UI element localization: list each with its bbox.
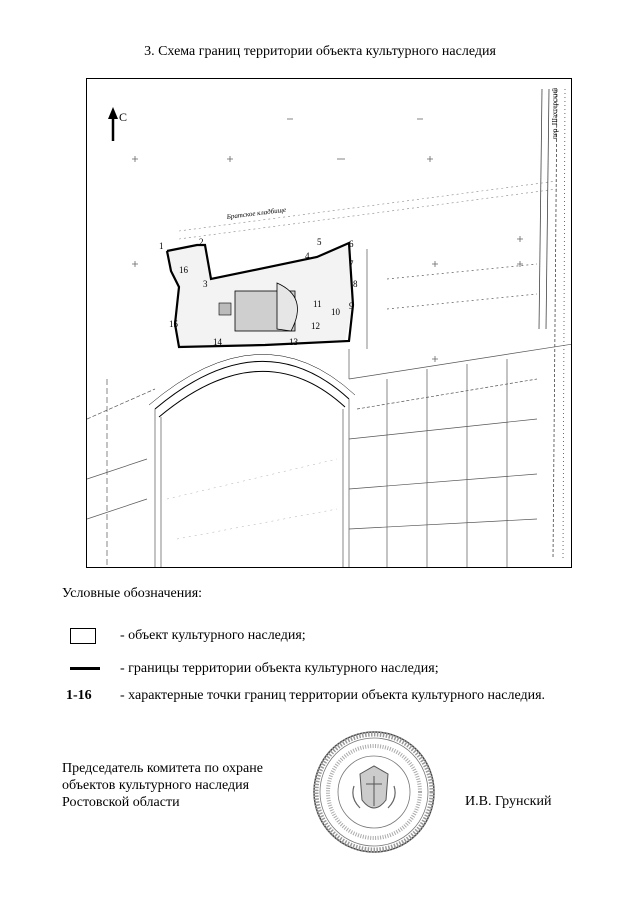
signer-position-line: Ростовской области bbox=[62, 795, 180, 810]
line-icon bbox=[62, 659, 122, 681]
legend-label: - объект культурного наследия; bbox=[120, 628, 306, 643]
street-label: пер. Шахтерский bbox=[551, 87, 559, 139]
point-label: 12 bbox=[311, 321, 320, 331]
north-arrow-icon bbox=[108, 107, 118, 141]
point-label: 9 bbox=[349, 301, 354, 311]
point-label: 11 bbox=[313, 299, 322, 309]
legend-item-object bbox=[62, 626, 602, 648]
point-label: 3 bbox=[203, 279, 208, 289]
point-label: 2 bbox=[199, 237, 204, 247]
signer-position-line: объектов культурного наследия bbox=[62, 778, 250, 793]
legend-label: - границы территории объекта культурного наследия; bbox=[120, 661, 439, 676]
box-icon bbox=[62, 626, 122, 648]
legend-title: Условные обозначения: bbox=[62, 586, 203, 601]
point-label: 5 bbox=[317, 237, 322, 247]
point-label: 1 bbox=[159, 241, 164, 251]
point-label: 10 bbox=[331, 307, 340, 317]
legend-label: - характерные точки границ территории объекта культурного наследия. bbox=[120, 688, 546, 703]
point-label: 4 bbox=[305, 251, 310, 261]
signature-block bbox=[62, 760, 263, 811]
north-label: С bbox=[119, 110, 128, 124]
point-label: 15 bbox=[169, 319, 178, 329]
point-label: 6 bbox=[349, 239, 354, 249]
curved-road bbox=[149, 354, 355, 417]
legend-item-boundary bbox=[62, 659, 602, 681]
signer-name: И.В. Грунский bbox=[465, 794, 552, 809]
legend-item-points bbox=[62, 686, 602, 708]
point-label: 8 bbox=[353, 279, 358, 289]
points-symbol: 1-16 bbox=[66, 688, 92, 703]
point-label: 14 bbox=[213, 337, 222, 347]
point-label: 13 bbox=[289, 337, 298, 347]
page-title: 3. Схема границ территории объекта культурного наследия bbox=[144, 44, 496, 59]
signer-position-line: Председатель комитета по охране bbox=[62, 761, 263, 776]
seal-stamp-icon bbox=[310, 728, 438, 856]
point-label: 16 bbox=[179, 265, 188, 275]
boundary-map bbox=[86, 78, 572, 568]
point-label: 7 bbox=[349, 259, 354, 269]
map-drawing bbox=[87, 79, 572, 568]
road-label: Братское кладбище bbox=[226, 205, 287, 221]
